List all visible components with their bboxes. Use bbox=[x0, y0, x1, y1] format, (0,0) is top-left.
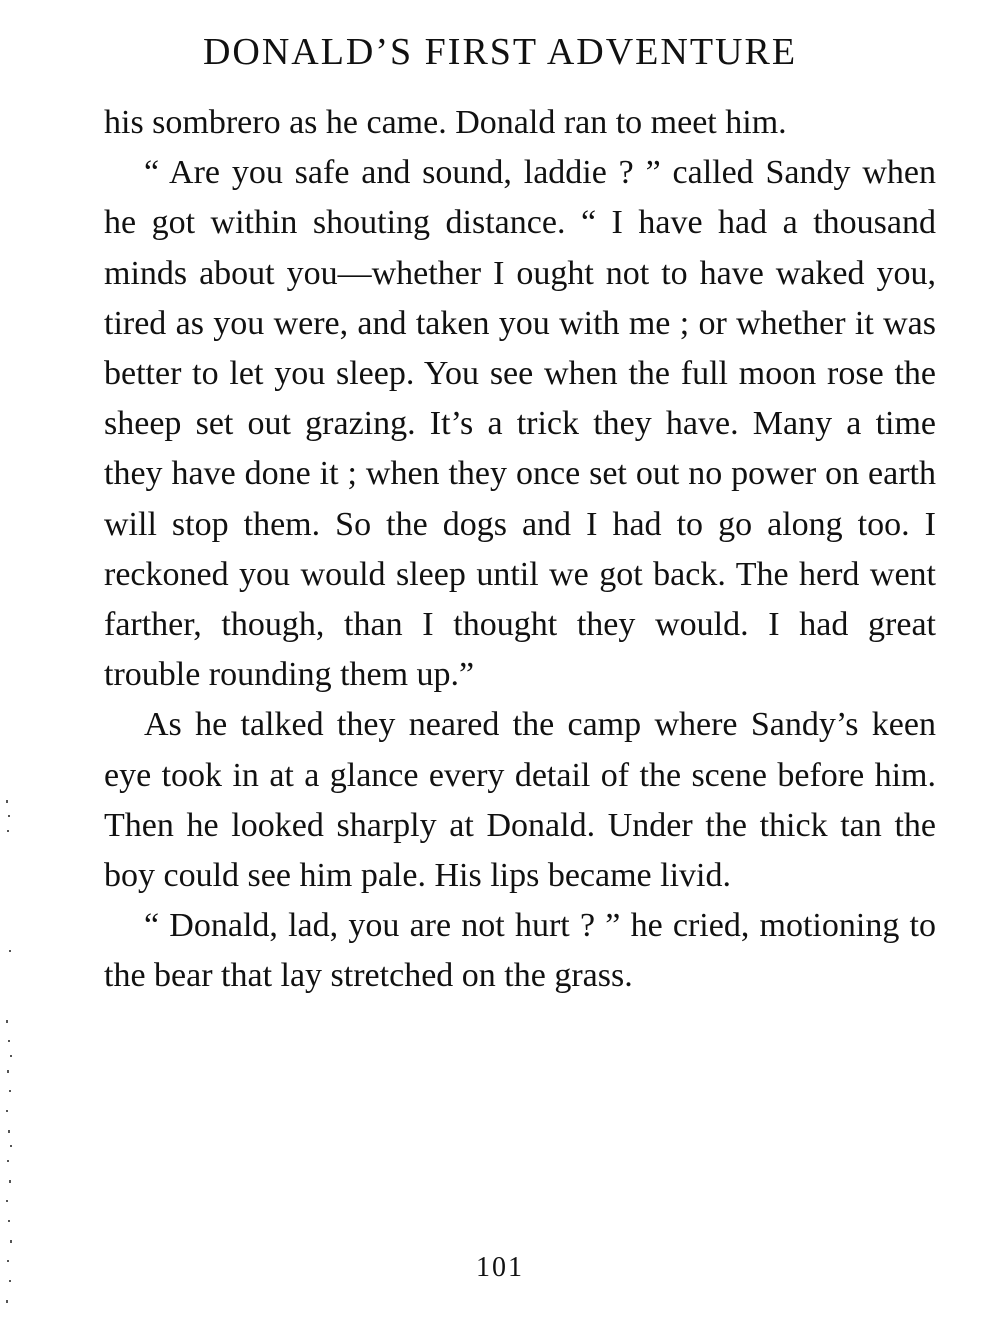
paragraph-4: “ Donald, lad, you are not hurt ? ” he cried, motioning to the bear that lay stretched on the grass. bbox=[104, 907, 936, 995]
paragraph-1: his sombrero as he came. Donald ran to meet him. bbox=[104, 104, 787, 141]
running-head: DONALD’S FIRST ADVENTURE bbox=[202, 31, 798, 73]
scan-specks-decoration bbox=[0, 600, 30, 1330]
paragraph-3: As he talked they neared the camp where Sandy’s keen eye took in at a glance every detail of the scene before him. Then he looked sharply at Donald. Under the thick tan the boy could see him pale. His lips became livid. bbox=[104, 706, 936, 895]
page-number: 101 bbox=[476, 1252, 524, 1283]
paragraph-2: “ Are you safe and sound, laddie ? ” called Sandy when he got within shouting distance. “ I have had a thousand minds about you—whether I ought not to have waked you, tired as you were, and taken you with me ; or whether it was better to let you sleep. You see when the full moon rose the sheep set out grazing. It’s a trick they have. Many a time they have done it ; when they once set out no power on earth will stop them. So the dogs and I had to go along too. I reckoned you would sleep until we got back. The herd went farther, though, than I thought they would. I had great trouble rounding them up.” bbox=[104, 154, 936, 694]
body-text bbox=[104, 98, 936, 1002]
